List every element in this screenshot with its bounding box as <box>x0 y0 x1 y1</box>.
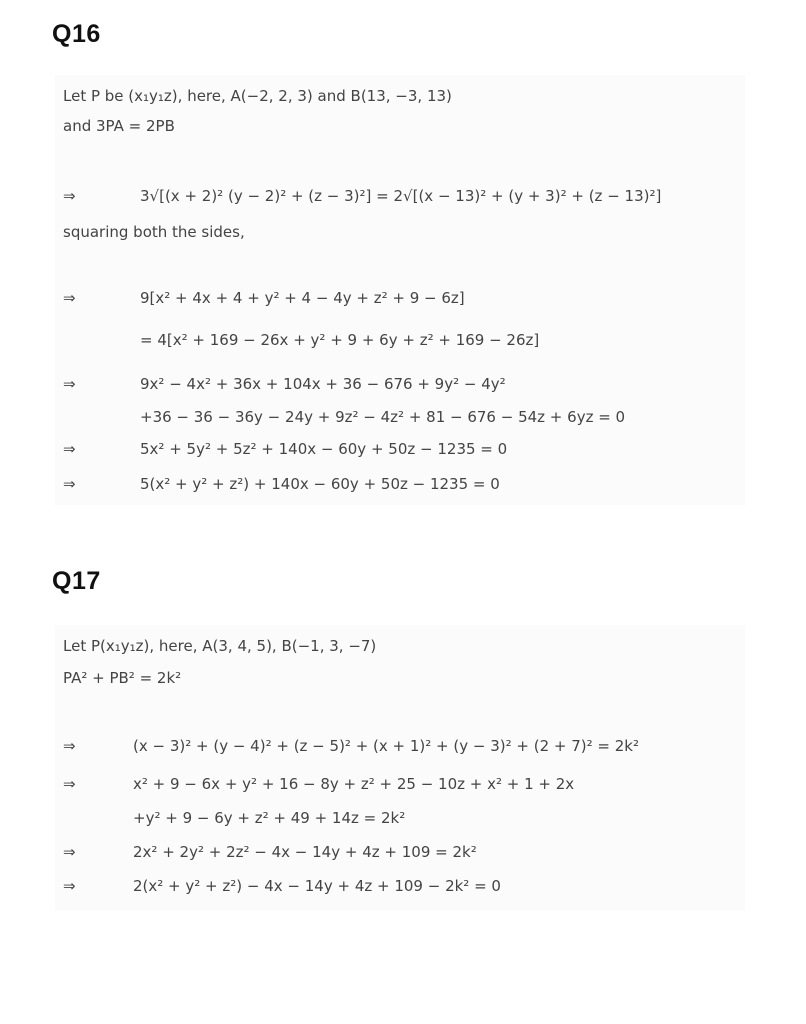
q17-intro-line1: Let P(x₁y₁z), here, A(3, 4, 5), B(−1, 3, −7) <box>63 637 377 655</box>
implies-arrow: ⇒ <box>63 775 76 793</box>
q17-step2b: +y² + 9 − 6y + z² + 49 + 14z = 2k² <box>133 809 406 827</box>
q16-note: squaring both the sides, <box>63 223 245 241</box>
implies-arrow: ⇒ <box>63 877 76 895</box>
q17-step3: 2x² + 2y² + 2z² − 4x − 14y + 4z + 109 = 2k² <box>133 843 477 861</box>
implies-arrow: ⇒ <box>63 187 76 205</box>
q16-step5: 5(x² + y² + z²) + 140x − 60y + 50z − 1235 = 0 <box>140 475 500 493</box>
q16-step2a: 9[x² + 4x + 4 + y² + 4 − 4y + z² + 9 − 6z] <box>140 289 465 307</box>
q17-step1: (x − 3)² + (y − 4)² + (z − 5)² + (x + 1)² + (y − 3)² + (2 + 7)² = 2k² <box>133 737 639 755</box>
q16-intro-line2: and 3PA = 2PB <box>63 117 175 135</box>
question-title-q16: Q16 <box>52 20 101 48</box>
q16-intro-line1: Let P be (x₁y₁z), here, A(−2, 2, 3) and B(13, −3, 13) <box>63 87 452 105</box>
q16-step3a: 9x² − 4x² + 36x + 104x + 36 − 676 + 9y² − 4y² <box>140 375 506 393</box>
implies-arrow: ⇒ <box>63 375 76 393</box>
q17-step4: 2(x² + y² + z²) − 4x − 14y + 4z + 109 − 2k² = 0 <box>133 877 501 895</box>
implies-arrow: ⇒ <box>63 475 76 493</box>
q16-step1: 3√[(x + 2)² (y − 2)² + (z − 3)²] = 2√[(x − 13)² + (y + 3)² + (z − 13)²] <box>140 187 662 205</box>
implies-arrow: ⇒ <box>63 843 76 861</box>
q16-step3b: +36 − 36 − 36y − 24y + 9z² − 4z² + 81 − 676 − 54z + 6yz = 0 <box>140 408 626 426</box>
implies-arrow: ⇒ <box>63 440 76 458</box>
question-title-q17: Q17 <box>52 567 101 595</box>
q16-step4: 5x² + 5y² + 5z² + 140x − 60y + 50z − 1235 = 0 <box>140 440 508 458</box>
implies-arrow: ⇒ <box>63 737 76 755</box>
q17-intro-line2: PA² + PB² = 2k² <box>63 669 182 687</box>
q16-step2b: = 4[x² + 169 − 26x + y² + 9 + 6y + z² + 169 − 26z] <box>140 331 540 349</box>
implies-arrow: ⇒ <box>63 289 76 307</box>
q17-step2a: x² + 9 − 6x + y² + 16 − 8y + z² + 25 − 10z + x² + 1 + 2x <box>133 775 575 793</box>
q17-solution <box>55 625 745 910</box>
q16-solution <box>55 75 745 505</box>
